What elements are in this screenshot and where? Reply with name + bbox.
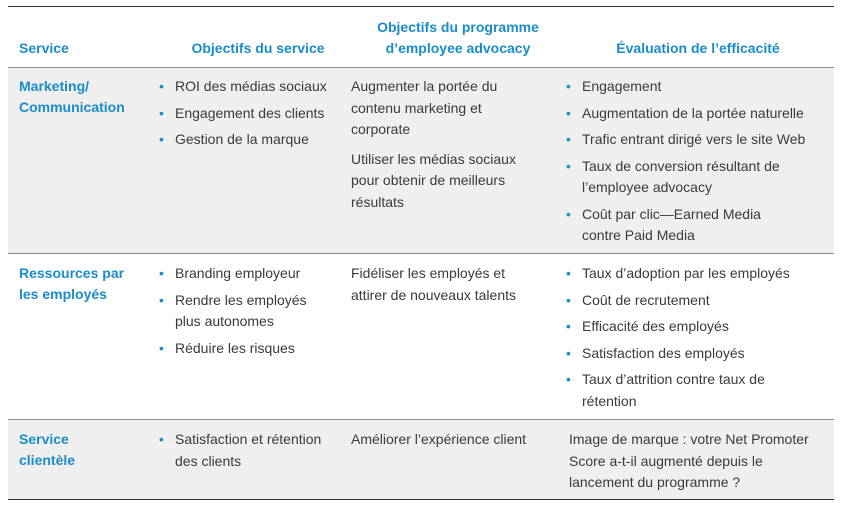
table-row (8, 420, 834, 499)
header-objectifs-programme-line1: Objectifs du programme (377, 19, 539, 35)
header-objectifs-programme-line2: d’employee advocacy (385, 40, 531, 56)
evaluation-cell (565, 263, 830, 417)
bullet-icon: • (566, 318, 571, 334)
list-item: • Coût par clic—Earned Media contre Paid Media (566, 205, 761, 243)
header-evaluation: Évaluation de l’efficacité (616, 40, 780, 56)
bullet-icon: • (566, 205, 571, 222)
bullet-icon: • (159, 104, 164, 121)
bullet-icon: • (159, 131, 164, 147)
bullet-icon: • (566, 265, 571, 281)
programme-cell (351, 263, 536, 314)
table-row (8, 68, 834, 253)
programme-paragraph: Utiliser les médias sociaux pour obtenir de meilleurs résultats (351, 150, 516, 210)
bullet-icon: • (159, 265, 164, 281)
list-item: • Rendre les employés plus autonomes (159, 291, 307, 329)
table-row (8, 254, 834, 419)
bullet-icon: • (566, 78, 571, 94)
service-line1: Service (19, 431, 69, 447)
header-service: Service (19, 40, 69, 56)
bullet-icon: • (566, 104, 571, 121)
bullet-icon: • (159, 431, 164, 447)
table-top-rule (8, 6, 834, 7)
bullet-icon: • (566, 344, 571, 361)
header-objectifs-service: Objectifs du service (191, 40, 325, 56)
list-item: • Gestion de la marque (158, 129, 343, 151)
list-item: • Engagement des clients (158, 103, 343, 125)
objectifs-cell (158, 263, 328, 364)
programme-paragraph: Augmenter la portée du contenu marketing et corporate (351, 78, 498, 137)
bullet-icon: • (566, 291, 571, 308)
programme-paragraph: Améliorer l’expérience client (351, 431, 527, 447)
bullet-icon: • (159, 291, 164, 308)
list-item: • ROI des médias sociaux (158, 76, 343, 98)
table-bottom-rule (8, 499, 834, 500)
evaluation-paragraph: Image de marque : votre Net Promoter Score a-t-il augmenté depuis le lancement du programme ? (569, 431, 809, 490)
objectifs-cell (158, 429, 343, 477)
objectifs-cell (158, 76, 343, 156)
bullet-icon: • (159, 339, 164, 356)
bullet-icon: • (159, 78, 164, 94)
list-item: • Taux d’attrition contre taux de rétention (566, 371, 765, 409)
service-line2: les employés (19, 286, 107, 302)
service-line2: clientèle (19, 452, 76, 468)
list-item: • Engagement (565, 76, 830, 98)
list-item: • Augmentation de la portée naturelle (565, 103, 830, 125)
header-objectifs-programme (348, 17, 568, 59)
list-item: • Efficacité des employés (565, 316, 830, 338)
programme-cell (351, 429, 551, 459)
bullet-icon: • (566, 371, 571, 387)
service-line1: Marketing/ (19, 78, 90, 94)
bullet-icon: • (566, 131, 571, 147)
list-item: • Taux de conversion résultant de l’employee advocacy (566, 157, 780, 195)
list-item: • Satisfaction des employés (565, 343, 830, 365)
list-item: • Coût de recrutement (565, 290, 830, 312)
list-item: • Branding employeur (158, 263, 328, 285)
list-item: • Taux d’adoption par les employés (565, 263, 830, 285)
programme-cell (351, 76, 536, 221)
service-line1: Ressources par (19, 265, 125, 281)
row-service-label (19, 263, 149, 305)
row-service-label (19, 76, 149, 118)
evaluation-cell (569, 429, 829, 502)
bullet-icon: • (566, 157, 571, 174)
row-service-label (19, 429, 149, 471)
list-item: • Trafic entrant dirigé vers le site Web (565, 129, 830, 151)
list-item: • Satisfaction et rétention des clients (159, 431, 322, 469)
list-item: • Réduire les risques (158, 338, 328, 360)
programme-paragraph: Fidéliser les employés et attirer de nouveaux talents (351, 265, 516, 303)
evaluation-cell (565, 76, 830, 252)
service-line2: Communication (19, 99, 125, 115)
